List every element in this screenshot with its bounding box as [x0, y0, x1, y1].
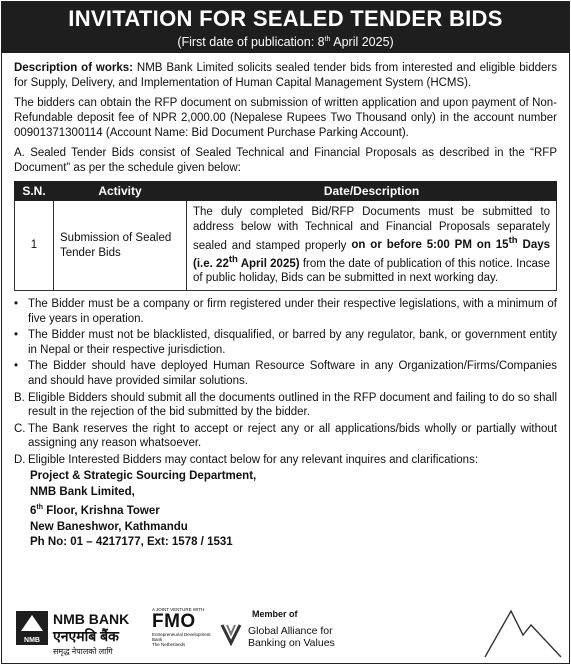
- publication-date: (First date of publication: 8th April 2025): [177, 35, 394, 50]
- contact-floor: 6th Floor, Krishna Tower: [30, 504, 160, 518]
- header-activity: Activity: [54, 182, 187, 201]
- list-item: • The Bidder must not be blacklisted, disqualified, or barred by any regulator, bank, or government entity in Nepal or their respective jurisdiction.: [14, 329, 557, 356]
- mountain-decoration-icon: [483, 605, 563, 659]
- tender-notice: [1, 1, 570, 664]
- member-label: Member of: [252, 609, 298, 619]
- gabv-logo-icon: [220, 621, 242, 647]
- contact-city: New Baneshwor, Kathmandu: [30, 520, 188, 533]
- gabv-text: Global Alliance for Banking on Values: [248, 625, 335, 649]
- nmb-name: NMB BANK: [53, 611, 130, 627]
- list-item: C. The Bank reserves the right to accept or reject any or all applications/bids wholly or partially without assigning any reason whatsoever.: [14, 422, 557, 450]
- eligibility-bullets: [14, 297, 557, 468]
- fmo-logo: A JOINT VENTURE WITH FMO Entrepreneurial Development Bank The Netherlands: [152, 607, 211, 647]
- cell-activity: Submission of Sealed Tender Bids: [54, 201, 187, 291]
- contact-department: Project & Strategic Sourcing Department,: [30, 470, 257, 483]
- contact-phone: Ph No: 01 – 4217177, Ext: 1578 / 1531: [30, 535, 233, 548]
- rfp-paragraph: The bidders can obtain the RFP document on submission of written application and upon payment of Non-Refundable deposit fee of NPR 2,000.00 (Nepalese Rupees Two Thousand only) in the account number 00901371300114 (Account Name: Bid Document Purchase Parking Account).: [14, 97, 557, 139]
- notice-header: [2, 2, 569, 53]
- description-paragraph: Description of works: NMB Bank Limited solicits sealed tender bids from interested and eligible bidders for Supply, Delivery, and Implementation of Human Capital Management System (HCMS).: [14, 62, 557, 89]
- section-a-paragraph: A. Sealed Tender Bids consist of Sealed Technical and Financial Proposals as described in the “RFP Document” as per the schedule given below:: [14, 147, 557, 174]
- footer-logos: [2, 605, 569, 663]
- list-item: • The Bidder must be a company or firm registered under their respective legislations, with a minimum of five years in operation.: [14, 297, 557, 325]
- notice-title: INVITATION FOR SEALED TENDER BIDS: [68, 6, 503, 31]
- nmb-nepali-name: एनएमबि बैंक: [53, 628, 119, 644]
- schedule-table: [14, 181, 557, 291]
- cell-sn: 1: [15, 201, 54, 291]
- nmb-mark-icon: NMB: [16, 611, 48, 645]
- header-description: Date/Description: [187, 182, 557, 201]
- list-item: D. Eligible Interested Bidders may contact below for any relevant inquires and clarifications:: [14, 453, 479, 466]
- cell-description: The duly completed Bid/RFP Documents must be submitted to address below with Technical and Financial Proposals separately sealed and stamped properly on or before 5:00 PM on 15th Days (i.e. 22th April 2025) from the date of publication of this notice. Incase of public holiday, Bids can be submitted in next working day.: [187, 201, 557, 291]
- table-row: [15, 201, 557, 291]
- contact-bank: NMB Bank Limited,: [30, 485, 135, 498]
- nmb-tagline: समृद्ध नेपालको लागि: [53, 647, 113, 656]
- header-sn: S.N.: [15, 182, 54, 201]
- list-item: • The Bidder should have deployed Human Resource Software in any Organization/Firms/Companies and should have provided similar solutions.: [14, 360, 557, 387]
- nmb-bank-logo: [16, 609, 166, 661]
- list-item: B. Eligible Bidders should submit all the documents outlined in the RFP document and failing to do so shall result in the rejection of the bid submitted by the bidder.: [14, 391, 557, 419]
- notice-body: [2, 53, 569, 550]
- contact-block: [14, 469, 557, 550]
